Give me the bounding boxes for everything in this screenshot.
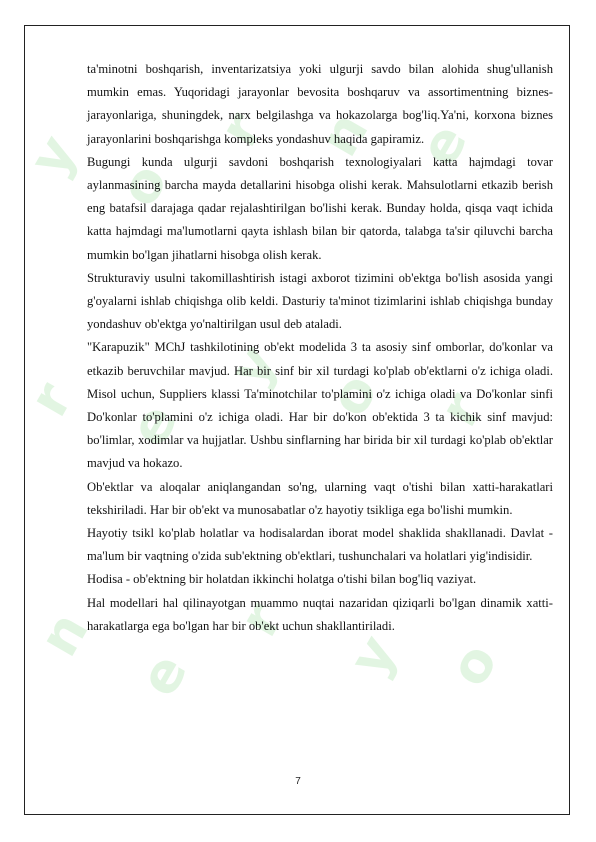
- svg-text:y: y: [336, 624, 409, 687]
- svg-text:o: o: [316, 362, 390, 427]
- paragraph-1: ta'minotni boshqarish, inventarizatsiya yoki ulgurji savdo bilan alohida shug'ullanish mumkin emas. Yuqoridagi jarayonlar bevosita boshqaruv va assortimentning biznes-jarayonlariga, shuningdek, narx belgilashga va hokazolarga bog'liq.Ya'ni, korxona biznes jarayonlarini boshqarishga kompleks yondashuv haqida gapiramiz.: [87, 62, 553, 146]
- document-body: [87, 58, 553, 638]
- svg-text:r: r: [206, 101, 275, 157]
- page-number: 7: [295, 776, 301, 787]
- svg-text:e: e: [126, 643, 200, 707]
- svg-text:y: y: [16, 124, 89, 187]
- paragraph-2: Bugungi kunda ulgurji savdoni boshqarish texnologiyalari katta hajmdagi tovar aylanmasining barcha mayda detallarini hisobga olishi kerak. Mahsulotlarni etkazib berish eng batafsil darajaga qadar rejalashtirilgan bo'lishi kerak. Bunday holda, qisqa vaqt ichida katta hajmdagi ma'lumotlarni qayta ishlash bilan bir qatorda, talabga ta'sir qiluvchi barcha mumkin bo'lgan jihatlarni hisobga olish kerak.: [87, 154, 553, 262]
- svg-text:r: r: [16, 371, 85, 427]
- svg-text:o: o: [436, 632, 510, 697]
- paragraph-4: "Karapuzik" MChJ tashkilotining ob'ekt modelida 3 ta asosiy sinf omborlar, do'konlar va etkazib beruvchilar mavjud. Har bir sinf bir xil turdagi ko'plab ob'ektlarni o'z ichiga oladi. Misol uchun, Suppliers klassi Ta'minotchilar to'plamini o'z ichiga oladi va Do'konlar sinfi Do'konlar to'plamini o'z ichiga oladi. Har bir do'kon ob'ektida 3 ta kichik sinf mavjud: bo'limlar, xodimlar va hujjatlar. Ushbu sinflarning har birida bir xil turdagi ko'plab ob'ektlar mavjud va hokazo.: [87, 340, 553, 471]
- paragraph-3: Strukturaviy usulni takomillashtirish istagi axborot tizimini ob'ektga bo'lish asosida yangi g'oyalarni ishlab chiqishga olib keldi. Dasturiy ta'minot tizimlarini ishlab chiqishga bunday yondashuv ob'ektga yo'naltirilgan usul deb ataladi.: [87, 270, 553, 332]
- svg-text:o: o: [106, 152, 180, 217]
- paragraph-5: Ob'ektlar va aloqalar aniqlangandan so'ng, ularning vaqt o'tishi bilan xatti-harakatlari tekshiriladi. Har bir ob'ekt va munosabatlar o'z hayotiy tsikliga ega bo'lishi mumkin.: [87, 479, 553, 517]
- svg-text:y: y: [216, 334, 289, 397]
- paragraph-6: Hayotiy tsikl ko'plab holatlar va hodisalardan iborat model shaklida shakllanadi. Davlat - ma'lum bir vaqtning o'zida sub'ektning ob'ektlari, tushunchalari va holatlari yig'indisidir.: [87, 526, 553, 564]
- svg-text:r: r: [226, 591, 295, 647]
- paragraph-8: Hal modellari hal qilinayotgan muammo nuqtai nazaridan qiziqarli bo'lgan dinamik xatti-harakatlarga ega bo'lgan har bir ob'ekt uchun shakllantiriladi.: [87, 595, 553, 633]
- paragraph-7: Hodisa - ob'ektning bir holatdan ikkinchi holatga o'tishi bilan bog'liq vaziyat.: [87, 572, 477, 587]
- svg-text:e: e: [116, 393, 190, 457]
- svg-text:e: e: [406, 113, 480, 177]
- svg-text:n: n: [306, 101, 381, 167]
- svg-text:r: r: [426, 381, 495, 437]
- svg-text:n: n: [26, 601, 101, 667]
